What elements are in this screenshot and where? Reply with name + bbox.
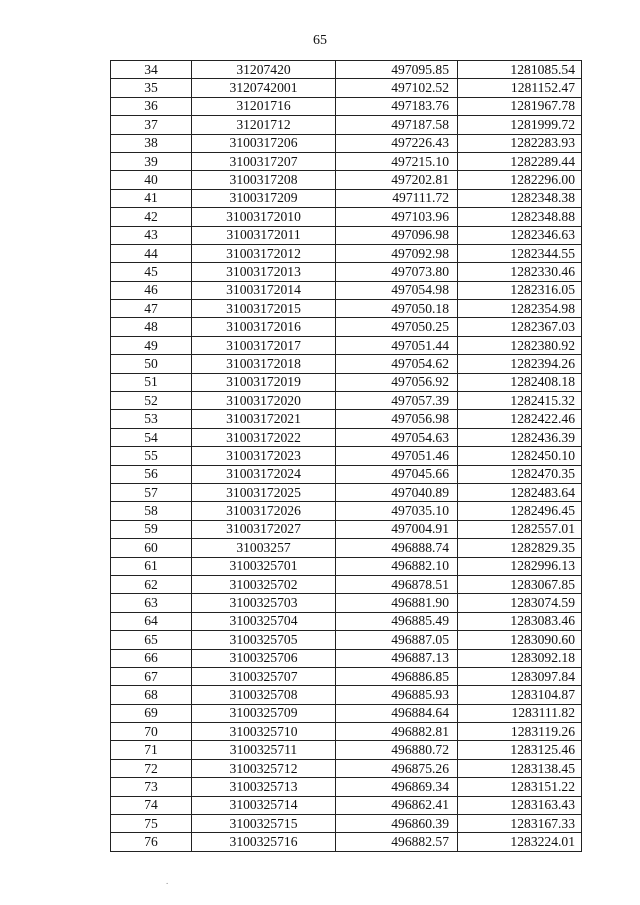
y-coordinate-cell: 1283090.60 (458, 631, 582, 649)
y-coordinate-cell: 1283111.82 (458, 704, 582, 722)
y-coordinate-cell: 1282470.35 (458, 465, 582, 483)
x-coordinate-cell: 497096.98 (336, 226, 458, 244)
y-coordinate-cell: 1282344.55 (458, 244, 582, 262)
table-row (111, 97, 582, 115)
x-coordinate-cell: 496885.49 (336, 612, 458, 630)
point-id-cell: 3100325708 (192, 686, 336, 704)
table-row (111, 263, 582, 281)
row-number-cell: 75 (111, 815, 192, 833)
table-row (111, 557, 582, 575)
row-number-cell: 60 (111, 539, 192, 557)
point-id-cell: 31003172027 (192, 520, 336, 538)
x-coordinate-cell: 497073.80 (336, 263, 458, 281)
row-number-cell: 68 (111, 686, 192, 704)
row-number-cell: 57 (111, 483, 192, 501)
x-coordinate-cell: 496887.05 (336, 631, 458, 649)
y-coordinate-cell: 1282330.46 (458, 263, 582, 281)
row-number-cell: 72 (111, 759, 192, 777)
y-coordinate-cell: 1283097.84 (458, 667, 582, 685)
row-number-cell: 35 (111, 79, 192, 97)
y-coordinate-cell: 1283125.46 (458, 741, 582, 759)
point-id-cell: 31003172013 (192, 263, 336, 281)
point-id-cell: 3100317209 (192, 189, 336, 207)
point-id-cell: 3100325716 (192, 833, 336, 851)
table-row (111, 483, 582, 501)
x-coordinate-cell: 496880.72 (336, 741, 458, 759)
point-id-cell: 31003172021 (192, 410, 336, 428)
table-row (111, 704, 582, 722)
row-number-cell: 58 (111, 502, 192, 520)
row-number-cell: 74 (111, 796, 192, 814)
point-id-cell: 31003172011 (192, 226, 336, 244)
point-id-cell: 3100325711 (192, 741, 336, 759)
point-id-cell: 3100317208 (192, 171, 336, 189)
table-row (111, 447, 582, 465)
point-id-cell: 31003172022 (192, 428, 336, 446)
x-coordinate-cell: 497054.62 (336, 355, 458, 373)
y-coordinate-cell: 1282394.26 (458, 355, 582, 373)
x-coordinate-cell: 497215.10 (336, 152, 458, 170)
x-coordinate-cell: 497045.66 (336, 465, 458, 483)
point-id-cell: 3100325715 (192, 815, 336, 833)
point-id-cell: 31003172014 (192, 281, 336, 299)
y-coordinate-cell: 1281967.78 (458, 97, 582, 115)
table-row (111, 815, 582, 833)
y-coordinate-cell: 1282996.13 (458, 557, 582, 575)
row-number-cell: 66 (111, 649, 192, 667)
y-coordinate-cell: 1281085.54 (458, 61, 582, 79)
y-coordinate-cell: 1283104.87 (458, 686, 582, 704)
point-id-cell: 3100317206 (192, 134, 336, 152)
row-number-cell: 44 (111, 244, 192, 262)
x-coordinate-cell: 497054.98 (336, 281, 458, 299)
row-number-cell: 67 (111, 667, 192, 685)
x-coordinate-cell: 497051.46 (336, 447, 458, 465)
x-coordinate-cell: 497111.72 (336, 189, 458, 207)
row-number-cell: 43 (111, 226, 192, 244)
x-coordinate-cell: 497050.18 (336, 300, 458, 318)
row-number-cell: 47 (111, 300, 192, 318)
y-coordinate-cell: 1282450.10 (458, 447, 582, 465)
point-id-cell: 31201716 (192, 97, 336, 115)
table-row (111, 281, 582, 299)
row-number-cell: 52 (111, 392, 192, 410)
x-coordinate-cell: 497056.98 (336, 410, 458, 428)
table-row (111, 318, 582, 336)
y-coordinate-cell: 1283067.85 (458, 575, 582, 593)
y-coordinate-cell: 1282283.93 (458, 134, 582, 152)
row-number-cell: 51 (111, 373, 192, 391)
table-row (111, 520, 582, 538)
row-number-cell: 45 (111, 263, 192, 281)
table-row (111, 465, 582, 483)
row-number-cell: 64 (111, 612, 192, 630)
point-id-cell: 31003172010 (192, 208, 336, 226)
table-row (111, 502, 582, 520)
x-coordinate-cell: 496878.51 (336, 575, 458, 593)
row-number-cell: 34 (111, 61, 192, 79)
table-row (111, 79, 582, 97)
y-coordinate-cell: 1282496.45 (458, 502, 582, 520)
x-coordinate-cell: 497056.92 (336, 373, 458, 391)
point-id-cell: 31003172025 (192, 483, 336, 501)
table-row (111, 373, 582, 391)
table-row (111, 649, 582, 667)
x-coordinate-cell: 496884.64 (336, 704, 458, 722)
x-coordinate-cell: 496886.85 (336, 667, 458, 685)
y-coordinate-cell: 1282829.35 (458, 539, 582, 557)
row-number-cell: 49 (111, 336, 192, 354)
row-number-cell: 41 (111, 189, 192, 207)
y-coordinate-cell: 1282348.38 (458, 189, 582, 207)
x-coordinate-cell: 497095.85 (336, 61, 458, 79)
row-number-cell: 53 (111, 410, 192, 428)
row-number-cell: 56 (111, 465, 192, 483)
table-row (111, 741, 582, 759)
point-id-cell: 31003172019 (192, 373, 336, 391)
table-row (111, 778, 582, 796)
table-row (111, 833, 582, 851)
x-coordinate-cell: 496888.74 (336, 539, 458, 557)
point-id-cell: 31207420 (192, 61, 336, 79)
y-coordinate-cell: 1283119.26 (458, 723, 582, 741)
point-id-cell: 3100325703 (192, 594, 336, 612)
point-id-cell: 3100317207 (192, 152, 336, 170)
row-number-cell: 40 (111, 171, 192, 189)
y-coordinate-cell: 1281152.47 (458, 79, 582, 97)
y-coordinate-cell: 1282316.05 (458, 281, 582, 299)
x-coordinate-cell: 497054.63 (336, 428, 458, 446)
point-id-cell: 31003172023 (192, 447, 336, 465)
point-id-cell: 3100325702 (192, 575, 336, 593)
table-row (111, 667, 582, 685)
y-coordinate-cell: 1283074.59 (458, 594, 582, 612)
point-id-cell: 31003172016 (192, 318, 336, 336)
y-coordinate-cell: 1283083.46 (458, 612, 582, 630)
point-id-cell: 3100325710 (192, 723, 336, 741)
table-row (111, 686, 582, 704)
point-id-cell: 31003172020 (192, 392, 336, 410)
point-id-cell: 3120742001 (192, 79, 336, 97)
row-number-cell: 38 (111, 134, 192, 152)
table-row (111, 152, 582, 170)
table-row (111, 300, 582, 318)
table-row (111, 796, 582, 814)
y-coordinate-cell: 1282415.32 (458, 392, 582, 410)
point-id-cell: 31003172012 (192, 244, 336, 262)
table-row (111, 575, 582, 593)
x-coordinate-cell: 496882.57 (336, 833, 458, 851)
y-coordinate-cell: 1282408.18 (458, 373, 582, 391)
y-coordinate-cell: 1282296.00 (458, 171, 582, 189)
row-number-cell: 61 (111, 557, 192, 575)
point-id-cell: 3100325701 (192, 557, 336, 575)
point-id-cell: 3100325705 (192, 631, 336, 649)
table-row (111, 336, 582, 354)
row-number-cell: 69 (111, 704, 192, 722)
row-number-cell: 70 (111, 723, 192, 741)
point-id-cell: 31003172015 (192, 300, 336, 318)
x-coordinate-cell: 497102.52 (336, 79, 458, 97)
table-row (111, 244, 582, 262)
point-id-cell: 3100325709 (192, 704, 336, 722)
y-coordinate-cell: 1283151.22 (458, 778, 582, 796)
point-id-cell: 3100325712 (192, 759, 336, 777)
table-row (111, 171, 582, 189)
y-coordinate-cell: 1282348.88 (458, 208, 582, 226)
x-coordinate-cell: 497103.96 (336, 208, 458, 226)
row-number-cell: 48 (111, 318, 192, 336)
y-coordinate-cell: 1283224.01 (458, 833, 582, 851)
table-row (111, 226, 582, 244)
row-number-cell: 71 (111, 741, 192, 759)
footer-mark: . (166, 876, 169, 886)
x-coordinate-cell: 496882.81 (336, 723, 458, 741)
coordinates-table-body (111, 61, 582, 852)
x-coordinate-cell: 496860.39 (336, 815, 458, 833)
point-id-cell: 3100325713 (192, 778, 336, 796)
point-id-cell: 31003257 (192, 539, 336, 557)
x-coordinate-cell: 496882.10 (336, 557, 458, 575)
table-row (111, 539, 582, 557)
y-coordinate-cell: 1282422.46 (458, 410, 582, 428)
x-coordinate-cell: 497035.10 (336, 502, 458, 520)
y-coordinate-cell: 1283138.45 (458, 759, 582, 777)
table-row (111, 410, 582, 428)
table-row (111, 594, 582, 612)
y-coordinate-cell: 1282436.39 (458, 428, 582, 446)
y-coordinate-cell: 1283167.33 (458, 815, 582, 833)
table-row (111, 392, 582, 410)
point-id-cell: 3100325704 (192, 612, 336, 630)
point-id-cell: 31201712 (192, 116, 336, 134)
table-row (111, 116, 582, 134)
table-row (111, 134, 582, 152)
table-row (111, 612, 582, 630)
table-row (111, 189, 582, 207)
x-coordinate-cell: 497051.44 (336, 336, 458, 354)
page-number: 65 (313, 33, 327, 48)
x-coordinate-cell: 497040.89 (336, 483, 458, 501)
row-number-cell: 54 (111, 428, 192, 446)
x-coordinate-cell: 497183.76 (336, 97, 458, 115)
point-id-cell: 3100325706 (192, 649, 336, 667)
x-coordinate-cell: 497226.43 (336, 134, 458, 152)
row-number-cell: 55 (111, 447, 192, 465)
row-number-cell: 63 (111, 594, 192, 612)
y-coordinate-cell: 1282483.64 (458, 483, 582, 501)
table-row (111, 61, 582, 79)
x-coordinate-cell: 496887.13 (336, 649, 458, 667)
x-coordinate-cell: 496869.34 (336, 778, 458, 796)
x-coordinate-cell: 496885.93 (336, 686, 458, 704)
x-coordinate-cell: 496862.41 (336, 796, 458, 814)
point-id-cell: 3100325707 (192, 667, 336, 685)
y-coordinate-cell: 1283163.43 (458, 796, 582, 814)
row-number-cell: 36 (111, 97, 192, 115)
table-row (111, 723, 582, 741)
x-coordinate-cell: 497057.39 (336, 392, 458, 410)
row-number-cell: 39 (111, 152, 192, 170)
x-coordinate-cell: 496881.90 (336, 594, 458, 612)
x-coordinate-cell: 497050.25 (336, 318, 458, 336)
point-id-cell: 31003172024 (192, 465, 336, 483)
row-number-cell: 73 (111, 778, 192, 796)
table-row (111, 355, 582, 373)
y-coordinate-cell: 1283092.18 (458, 649, 582, 667)
y-coordinate-cell: 1281999.72 (458, 116, 582, 134)
row-number-cell: 65 (111, 631, 192, 649)
row-number-cell: 42 (111, 208, 192, 226)
row-number-cell: 46 (111, 281, 192, 299)
y-coordinate-cell: 1282557.01 (458, 520, 582, 538)
point-id-cell: 31003172017 (192, 336, 336, 354)
table-row (111, 759, 582, 777)
row-number-cell: 50 (111, 355, 192, 373)
table-row (111, 428, 582, 446)
row-number-cell: 37 (111, 116, 192, 134)
row-number-cell: 76 (111, 833, 192, 851)
y-coordinate-cell: 1282380.92 (458, 336, 582, 354)
point-id-cell: 3100325714 (192, 796, 336, 814)
row-number-cell: 59 (111, 520, 192, 538)
x-coordinate-cell: 497187.58 (336, 116, 458, 134)
table-row (111, 631, 582, 649)
point-id-cell: 31003172026 (192, 502, 336, 520)
row-number-cell: 62 (111, 575, 192, 593)
table-row (111, 208, 582, 226)
y-coordinate-cell: 1282289.44 (458, 152, 582, 170)
x-coordinate-cell: 497202.81 (336, 171, 458, 189)
point-id-cell: 31003172018 (192, 355, 336, 373)
coordinates-table (110, 60, 582, 852)
x-coordinate-cell: 497092.98 (336, 244, 458, 262)
y-coordinate-cell: 1282354.98 (458, 300, 582, 318)
x-coordinate-cell: 496875.26 (336, 759, 458, 777)
y-coordinate-cell: 1282367.03 (458, 318, 582, 336)
y-coordinate-cell: 1282346.63 (458, 226, 582, 244)
x-coordinate-cell: 497004.91 (336, 520, 458, 538)
